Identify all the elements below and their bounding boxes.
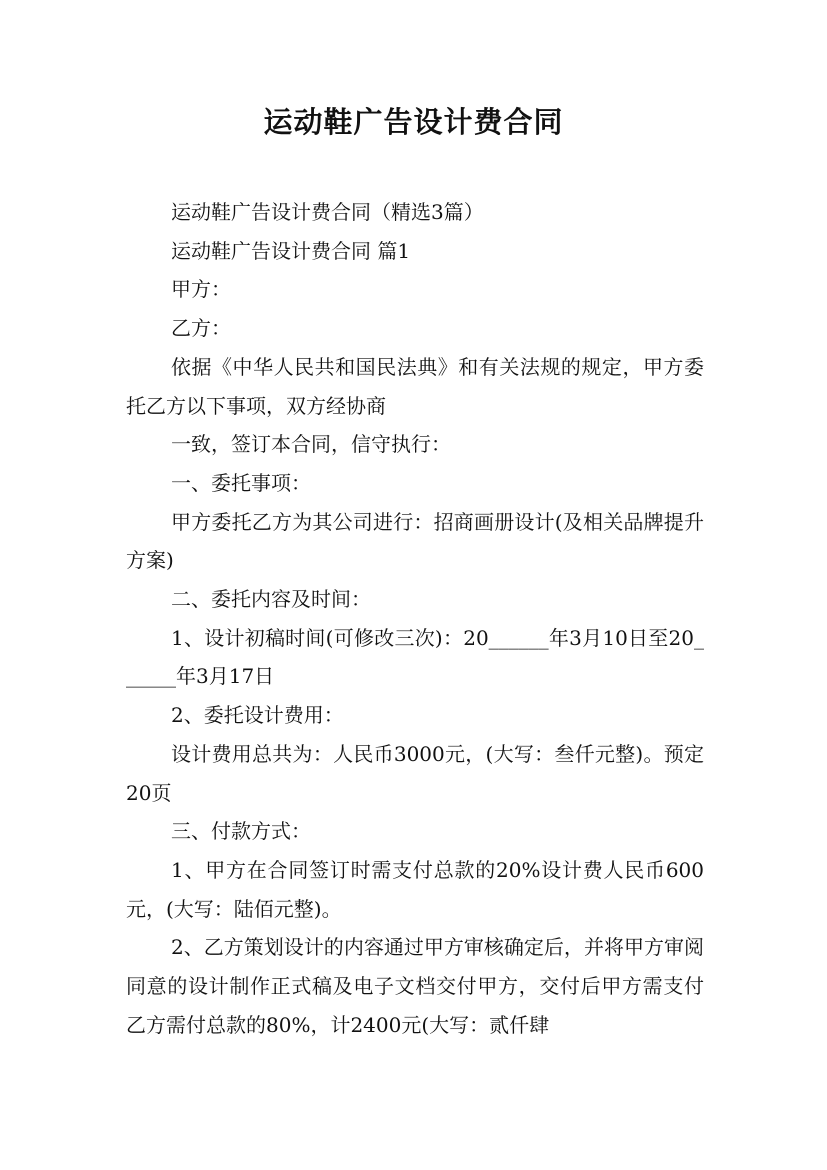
- paragraph: 2、乙方策划设计的内容通过甲方审核确定后，并将甲方审阅同意的设计制作正式稿及电子文档交付甲方，交付后甲方需支付乙方需付总款的80%，计2400元(大写：贰仟肆: [126, 935, 704, 1037]
- paragraph: 一致，签订本合同，信守执行：: [171, 432, 451, 457]
- paragraph: 1、设计初稿时间(可修改三次)：20______年3月10日至20______年3月17日: [126, 625, 704, 689]
- paragraph: 设计费用总共为：人民币3000元，(大写：叁仟元整)。预定20页: [126, 741, 704, 805]
- paragraph: 运动鞋广告设计费合同（精选3篇）: [171, 200, 484, 224]
- paragraph: 甲方委托乙方为其公司进行：招商画册设计(及相关品牌提升方案): [126, 509, 704, 573]
- paragraph: 依据《中华人民共和国民法典》和有关法规的规定，甲方委托乙方以下事项，双方经协商: [126, 354, 704, 418]
- paragraph: 甲方：: [171, 277, 231, 302]
- paragraph: 三、付款方式：: [171, 819, 311, 844]
- paragraph: 运动鞋广告设计费合同 篇1: [171, 238, 411, 263]
- paragraph: 乙方：: [171, 316, 231, 341]
- paragraph: 一、委托事项：: [171, 470, 311, 495]
- paragraph: 2、委托设计费用：: [171, 703, 344, 728]
- document-title: 运动鞋广告设计费合同: [263, 105, 564, 139]
- document-body: [126, 193, 704, 1044]
- paragraph: 二、委托内容及时间：: [171, 587, 371, 612]
- paragraph: 1、甲方在合同签订时需支付总款的20%设计费人民币600元，(大写：陆佰元整)。: [126, 857, 704, 921]
